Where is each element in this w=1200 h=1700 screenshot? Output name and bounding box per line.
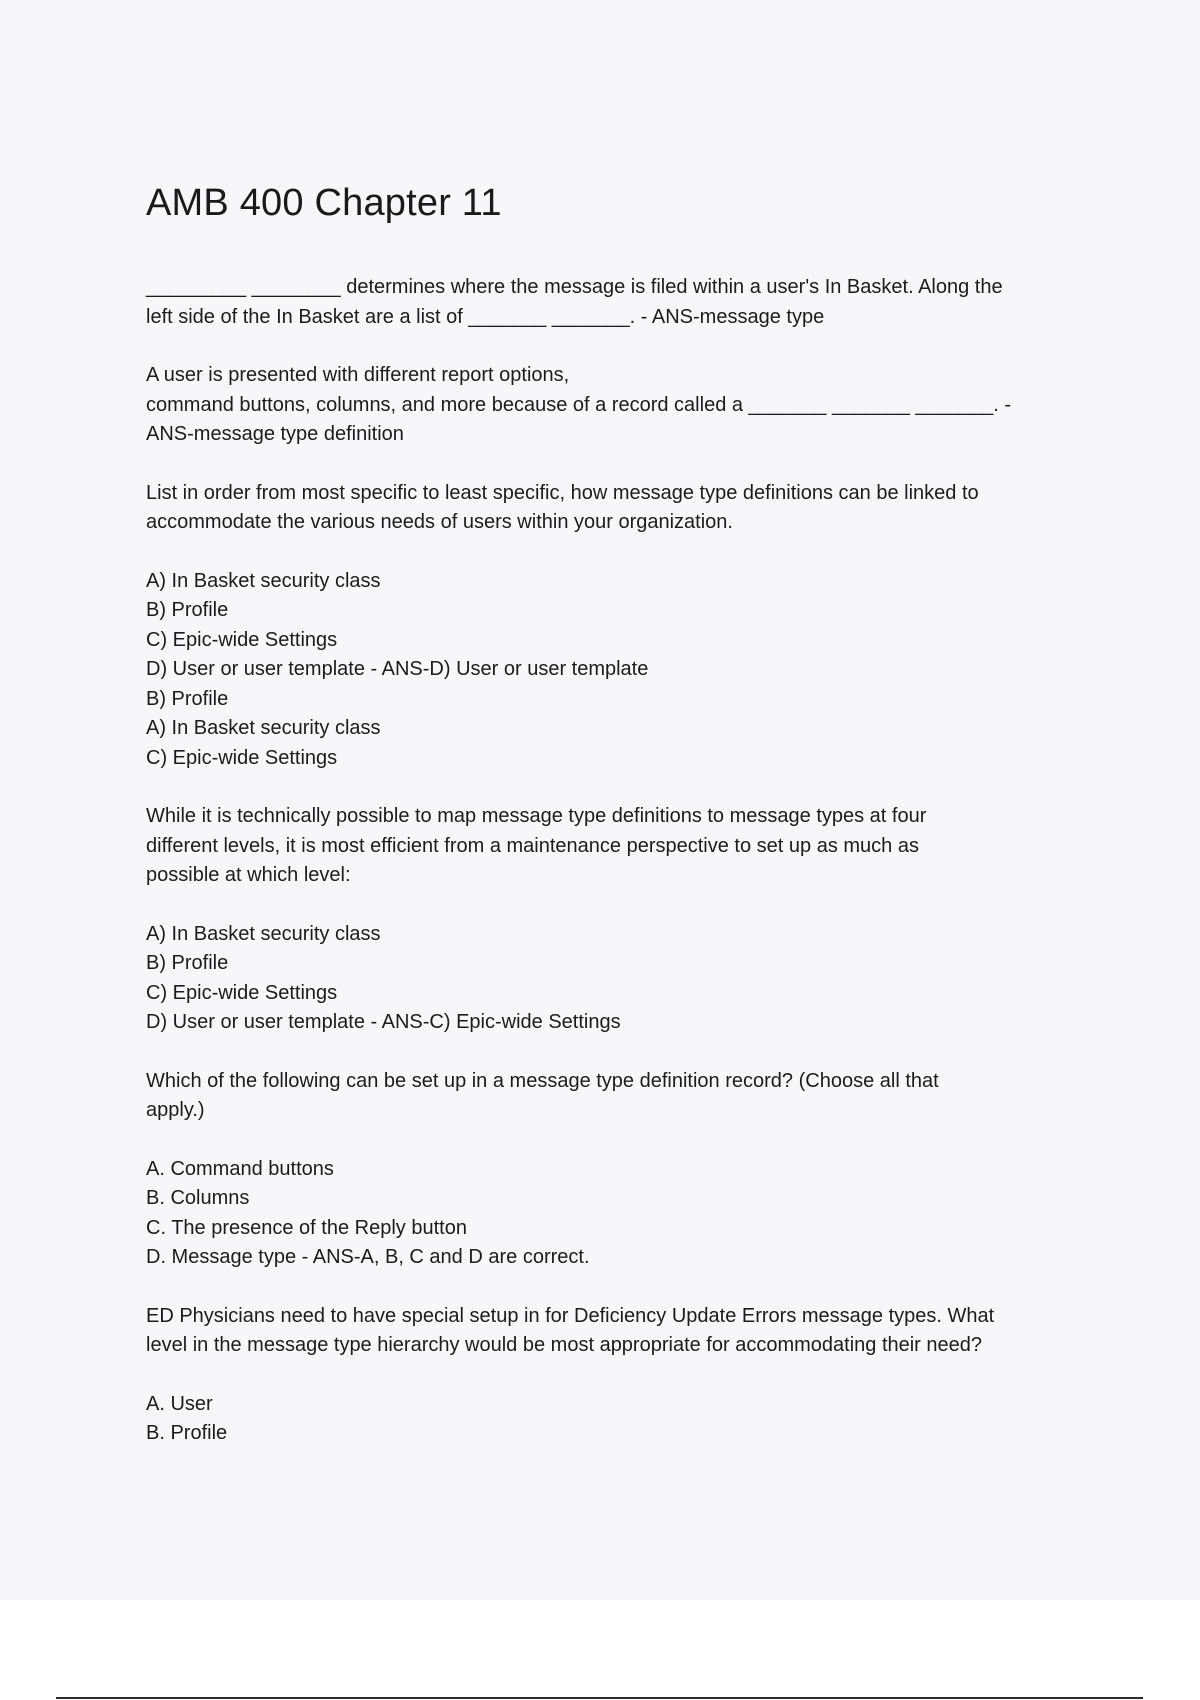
option-line: D) User or user template - ANS-C) Epic-wide Settings bbox=[146, 1011, 621, 1033]
option-line: B. Profile bbox=[146, 1422, 228, 1444]
text-line: ANS-message type definition bbox=[146, 423, 404, 445]
option-line: A) In Basket security class bbox=[146, 922, 381, 945]
answer-options-ed bbox=[146, 1390, 1096, 1449]
text-line: List in order from most specific to least specific, how message type definitions can be linked to bbox=[146, 481, 979, 504]
text-line: While it is technically possible to map message type definitions to message types at four bbox=[146, 805, 927, 827]
text-line: _________ ________ determines where the message is filed within a user's In Basket. Along the bbox=[146, 276, 1003, 298]
option-line: C) Epic-wide Settings bbox=[146, 746, 338, 769]
option-line: D) User or user template - ANS-D) User or user template bbox=[146, 658, 649, 680]
text-line: possible at which level: bbox=[146, 864, 351, 886]
option-line: C) Epic-wide Settings bbox=[146, 628, 338, 651]
text-line: level in the message type hierarchy would be most appropriate for accommodating their need? bbox=[146, 1334, 983, 1356]
footer-divider bbox=[56, 1697, 1143, 1699]
text-line: left side of the In Basket are a list of _______ _______. - ANS-message type bbox=[146, 305, 825, 328]
option-line: B) Profile bbox=[146, 599, 229, 621]
option-line: B) Profile bbox=[146, 687, 229, 710]
text-line: A user is presented with different report options, bbox=[146, 364, 570, 386]
document-content bbox=[146, 182, 1096, 1478]
question-blank-message-type bbox=[146, 273, 1096, 332]
answer-options-order bbox=[146, 567, 1096, 774]
option-line: A. User bbox=[146, 1392, 213, 1415]
text-line: command buttons, columns, and more because of a record called a _______ _______ _______. - bbox=[146, 393, 1012, 416]
question-ed-physicians bbox=[146, 1302, 1096, 1361]
option-line: A. Command buttons bbox=[146, 1157, 334, 1180]
question-blank-definition bbox=[146, 361, 1096, 450]
option-line: B. Columns bbox=[146, 1187, 250, 1209]
option-line: A) In Basket security class bbox=[146, 569, 381, 592]
option-line: C) Epic-wide Settings bbox=[146, 981, 338, 1004]
text-line: apply.) bbox=[146, 1099, 205, 1121]
option-line: B) Profile bbox=[146, 952, 229, 974]
option-line: D. Message type - ANS-A, B, C and D are correct. bbox=[146, 1246, 590, 1268]
text-line: ED Physicians need to have special setup in for Deficiency Update Errors message types. What bbox=[146, 1304, 995, 1327]
option-line: A) In Basket security class bbox=[146, 717, 381, 739]
page-title: AMB 400 Chapter 11 bbox=[146, 182, 502, 224]
question-definition-record bbox=[146, 1067, 1096, 1126]
answer-options-level bbox=[146, 920, 1096, 1038]
text-line: different levels, it is most efficient from a maintenance perspective to set up as much as bbox=[146, 834, 919, 857]
question-efficient-level bbox=[146, 802, 1096, 891]
answer-options-record bbox=[146, 1155, 1096, 1273]
text-line: Which of the following can be set up in a message type definition record? (Choose all that bbox=[146, 1069, 939, 1092]
question-order-specificity bbox=[146, 479, 1096, 538]
text-line: accommodate the various needs of users within your organization. bbox=[146, 511, 733, 533]
option-line: C. The presence of the Reply button bbox=[146, 1216, 467, 1239]
